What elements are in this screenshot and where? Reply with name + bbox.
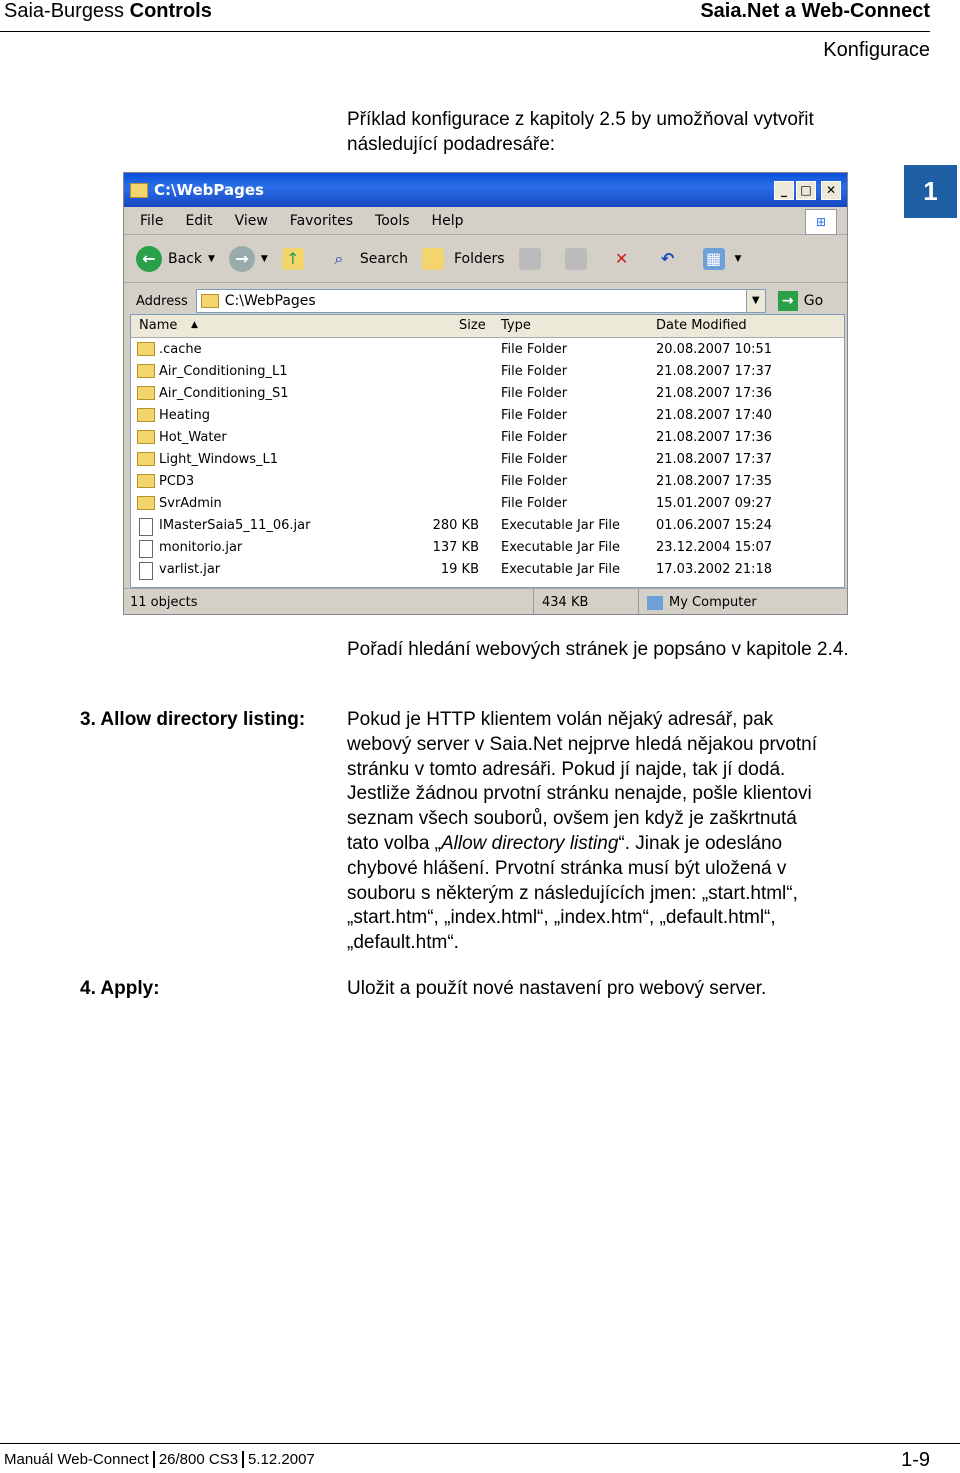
item3-line: tato volba „Allow directory listing“. Jinak je odesláno <box>347 832 783 854</box>
column-modified[interactable]: Date Modified <box>656 318 747 333</box>
file-row[interactable] <box>131 405 844 427</box>
folder-icon <box>137 386 155 400</box>
address-dropdown-icon[interactable]: ▼ <box>746 290 765 312</box>
item3-label: 3. Allow directory listing: <box>80 709 306 730</box>
folders-icon <box>422 248 444 270</box>
item3-line: webový server v Saia.Net nejprve hledá nějakou prvotní <box>347 733 817 755</box>
jar-file-icon <box>139 562 153 580</box>
file-name: IMasterSaia5_11_06.jar <box>159 518 311 533</box>
file-type: File Folder <box>501 342 568 357</box>
menu-favorites[interactable]: Favorites <box>289 212 354 229</box>
move-to-icon <box>519 248 541 270</box>
file-row[interactable] <box>131 339 844 361</box>
footer-doc: 26/800 CS3 <box>153 1451 242 1468</box>
menu-file[interactable]: File <box>140 212 164 229</box>
file-row[interactable] <box>131 383 844 405</box>
file-size: 19 KB <box>440 562 479 577</box>
file-name: Hot_Water <box>159 430 227 445</box>
address-field[interactable] <box>196 289 766 313</box>
file-name: Air_Conditioning_L1 <box>159 364 288 379</box>
file-type: File Folder <box>501 430 568 445</box>
status-location-label: My Computer <box>669 595 757 610</box>
menu-help[interactable]: Help <box>431 212 464 229</box>
file-name: varlist.jar <box>159 562 221 577</box>
item4-label: 4. Apply: <box>80 978 160 999</box>
item3-line: „default.htm“. <box>347 932 459 954</box>
header-section: Konfigurace <box>823 39 930 61</box>
menu-view[interactable]: View <box>234 212 268 229</box>
item3-line: chybové hlášení. Prvotní stránka musí být uložená v <box>347 857 787 879</box>
forward-button[interactable] <box>229 246 268 272</box>
delete-x-icon: ✕ <box>614 248 629 268</box>
file-type: Executable Jar File <box>501 540 620 555</box>
windows-logo-icon: ⊞ <box>805 209 837 235</box>
status-size: 434 KB <box>534 589 639 615</box>
item4-text: Uložit a použít nové nastavení pro webový server. <box>347 978 767 999</box>
file-name: PCD3 <box>159 474 195 489</box>
file-modified: 21.08.2007 17:37 <box>656 452 773 467</box>
file-name: Heating <box>159 408 210 423</box>
folder-icon <box>137 408 155 422</box>
folder-up-icon: ↑ <box>282 248 304 270</box>
file-modified: 01.06.2007 15:24 <box>656 518 773 533</box>
address-label: Address <box>136 293 188 309</box>
file-name: .cache <box>159 342 202 357</box>
item3-line: Jestliže žádnou prvotní stránku nenajde, pošle klientovi <box>347 783 812 805</box>
folders-button[interactable] <box>422 248 505 270</box>
folders-label: Folders <box>453 250 505 267</box>
copy-to-button[interactable] <box>565 248 597 270</box>
jar-file-icon <box>139 540 153 558</box>
page-number: 1-9 <box>901 1449 930 1471</box>
back-button[interactable] <box>136 246 215 272</box>
menu-tools[interactable]: Tools <box>375 212 410 229</box>
file-size: 137 KB <box>432 540 479 555</box>
copy-to-icon <box>565 248 587 270</box>
item3-line: seznam všech souborů, ovšem jen když je zaškrtnutá <box>347 808 797 830</box>
file-modified: 21.08.2007 17:36 <box>656 386 773 401</box>
file-type: Executable Jar File <box>501 562 620 577</box>
delete-button[interactable] <box>611 248 643 270</box>
item3-line: stránku v tomto adresáři. Pokud jí najde, tak jí dodá. <box>347 758 786 780</box>
file-type: File Folder <box>501 408 568 423</box>
explorer-titlebar <box>124 173 848 207</box>
chapter-tab: 1 <box>904 165 957 218</box>
status-objects: 11 objects <box>124 589 534 615</box>
file-type: File Folder <box>501 496 568 511</box>
file-row[interactable] <box>131 361 844 383</box>
column-size[interactable]: Size <box>459 318 486 333</box>
back-arrow-icon: ← <box>136 246 162 272</box>
file-row[interactable] <box>131 449 844 471</box>
item3-line: „start.htm“, „index.html“, „index.htm“, „default.html“, <box>347 907 776 929</box>
footer-info <box>4 1451 319 1468</box>
folder-icon <box>201 294 219 308</box>
file-modified: 21.08.2007 17:40 <box>656 408 773 423</box>
file-name: Light_Windows_L1 <box>159 452 278 467</box>
file-list <box>130 314 845 588</box>
file-modified: 21.08.2007 17:36 <box>656 430 773 445</box>
footer-manual: Manuál Web-Connect <box>4 1451 149 1468</box>
file-type: File Folder <box>501 474 568 489</box>
file-name: SvrAdmin <box>159 496 222 511</box>
file-type: File Folder <box>501 386 568 401</box>
file-row[interactable] <box>131 515 844 537</box>
item3-line: souboru s některým z následujících jmen: „start.html“, <box>347 882 798 904</box>
file-modified: 17.03.2002 21:18 <box>656 562 773 577</box>
search-button[interactable] <box>328 248 408 270</box>
dropdown-arrow-icon: ▼ <box>208 253 215 264</box>
computer-icon <box>647 596 663 610</box>
forward-arrow-icon: → <box>229 246 255 272</box>
file-type: File Folder <box>501 452 568 467</box>
folder-icon <box>137 430 155 444</box>
maximize-button[interactable]: □ <box>796 181 816 200</box>
file-modified: 21.08.2007 17:35 <box>656 474 773 489</box>
column-type[interactable]: Type <box>501 318 531 333</box>
search-label: Search <box>359 250 408 267</box>
folder-icon <box>137 342 155 356</box>
file-modified: 20.08.2007 10:51 <box>656 342 773 357</box>
column-name[interactable]: Name <box>139 318 178 333</box>
explorer-title: C:\WebPages <box>154 181 264 199</box>
header-company: Saia-Burgess Controls <box>4 0 212 22</box>
item3-line: Pokud je HTTP klientem volán nějaký adresář, pak <box>347 709 774 730</box>
header-rule <box>0 31 930 32</box>
file-modified: 21.08.2007 17:37 <box>656 364 773 379</box>
file-modified: 23.12.2004 15:07 <box>656 540 773 555</box>
sort-asc-icon: ▲ <box>191 320 198 330</box>
address-value: C:\WebPages <box>224 293 316 309</box>
toolbar <box>124 235 848 283</box>
undo-button[interactable] <box>657 248 689 270</box>
status-location <box>639 595 757 610</box>
minimize-button[interactable]: _ <box>774 181 794 200</box>
folder-icon <box>137 452 155 466</box>
jar-file-icon <box>139 518 153 536</box>
footer-date: 5.12.2007 <box>242 1451 319 1468</box>
undo-icon: ↶ <box>660 248 675 268</box>
close-button[interactable]: ✕ <box>821 181 841 200</box>
column-headers <box>131 315 844 338</box>
file-type: File Folder <box>501 364 568 379</box>
status-bar <box>124 588 848 615</box>
option-name: Allow directory listing <box>441 832 619 854</box>
search-icon: ⌕ <box>334 248 344 268</box>
menu-edit[interactable]: Edit <box>185 212 213 229</box>
back-label: Back <box>168 250 202 267</box>
footer-rule <box>0 1443 960 1444</box>
go-arrow-icon: → <box>778 291 798 311</box>
folder-icon <box>137 496 155 510</box>
file-type: Executable Jar File <box>501 518 620 533</box>
folder-icon <box>130 183 148 198</box>
menu-bar <box>124 207 848 235</box>
file-row[interactable] <box>131 537 844 559</box>
file-modified: 15.01.2007 09:27 <box>656 496 773 511</box>
file-row[interactable] <box>131 493 844 515</box>
views-icon: ▦ <box>703 248 725 270</box>
go-label: Go <box>803 293 824 309</box>
file-row[interactable] <box>131 559 844 581</box>
views-button[interactable] <box>703 248 742 270</box>
file-size: 280 KB <box>432 518 479 533</box>
item3-text <box>347 708 887 956</box>
folder-icon <box>137 364 155 378</box>
file-row[interactable] <box>131 427 844 449</box>
up-button[interactable] <box>282 248 314 270</box>
move-to-button[interactable] <box>519 248 551 270</box>
explorer-window <box>123 172 848 615</box>
dropdown-arrow-icon: ▼ <box>734 253 742 264</box>
go-button[interactable] <box>778 291 823 311</box>
folder-icon <box>137 474 155 488</box>
header-product: Saia.Net a Web-Connect <box>700 0 930 22</box>
file-row[interactable] <box>131 471 844 493</box>
file-name: Air_Conditioning_S1 <box>159 386 289 401</box>
search-order-text: Pořadí hledání webových stránek je popsáno v kapitole 2.4. <box>347 639 849 660</box>
file-name: monitorio.jar <box>159 540 243 555</box>
dropdown-arrow-icon: ▼ <box>260 253 268 264</box>
intro-text: Příklad konfigurace z kapitoly 2.5 by umožňoval vytvořit následující podadresáře: <box>347 109 814 155</box>
